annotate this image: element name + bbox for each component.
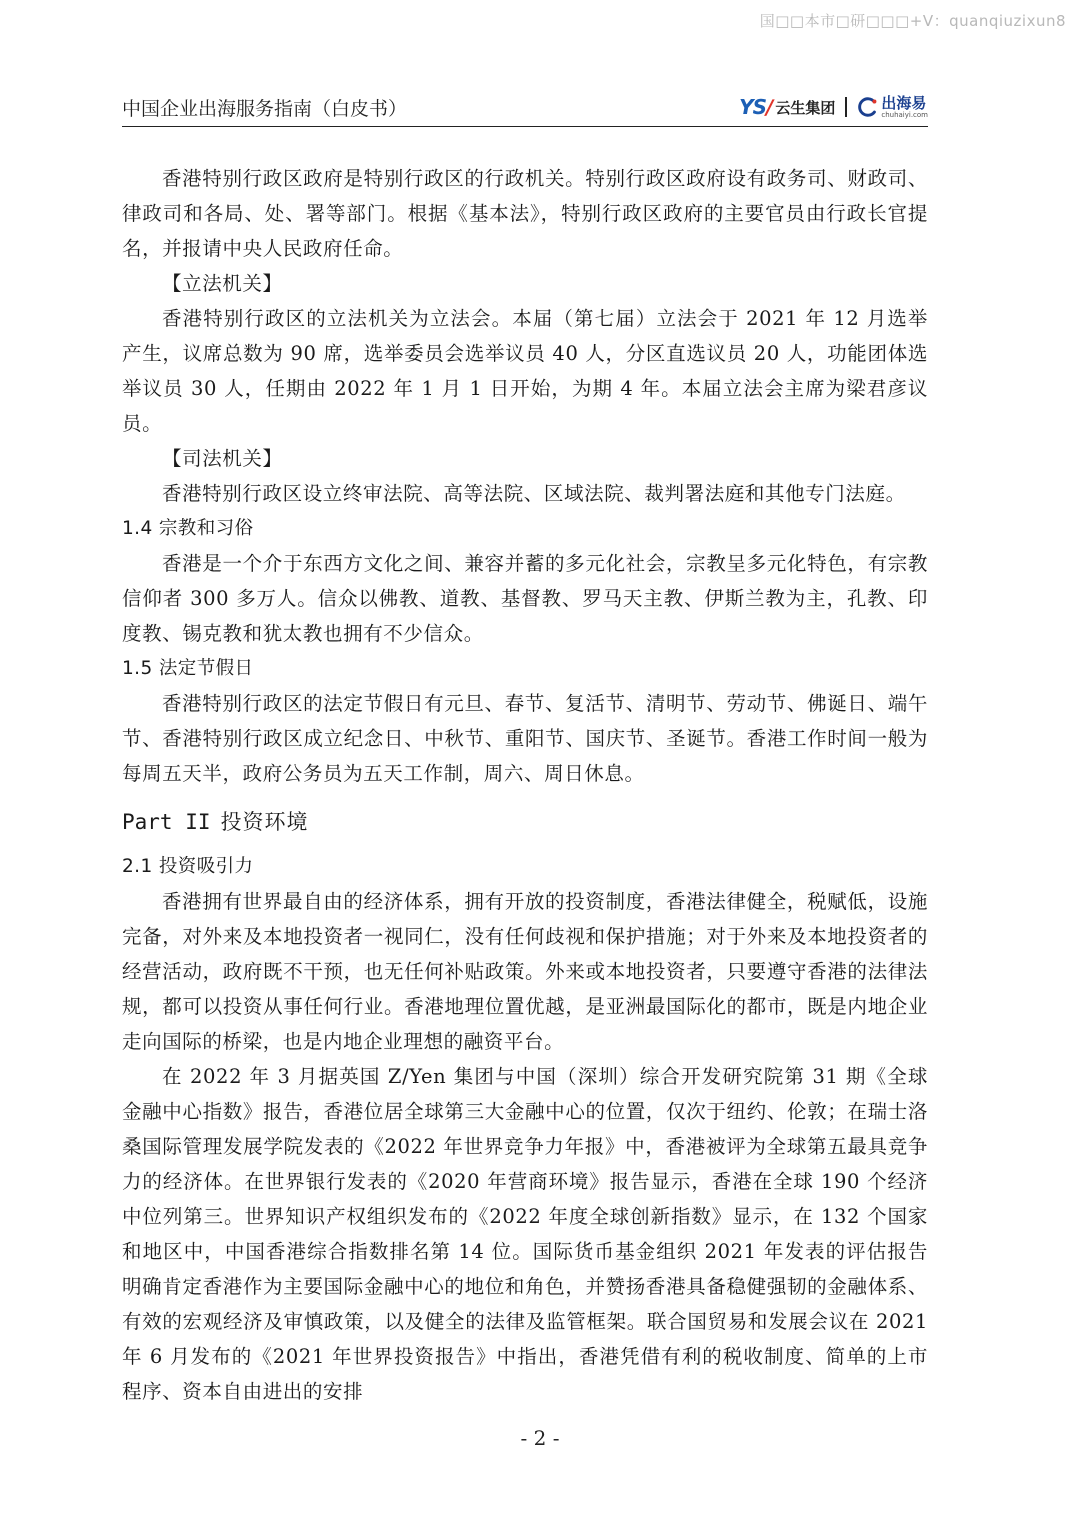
chuhaiyi-icon [857, 96, 879, 118]
part-label: Part II [122, 810, 211, 834]
paragraph-judicial: 香港特别行政区设立终审法院、高等法院、区域法院、裁判署法庭和其他专门法庭。 [162, 482, 906, 505]
paragraph-religion: 香港是一个介于东西方文化之间、兼容并蓄的多元化社会，宗教呈多元化特色，有宗教信仰者 300 多万人。信众以佛教、道教、基督教、罗马天主教、伊斯兰教为主，孔教、印度教、锡克教和犹太教也拥有不少信众。 [122, 552, 928, 645]
document-title: 中国企业出海服务指南（白皮书） [122, 98, 408, 120]
paragraph-legislative: 香港特别行政区的立法机关为立法会。本届（第七届）立法会于 2021 年 12 月选举产生，议席总数为 90 席，选举委员会选举议员 40 人，分区直选议员 20 人，功能团体选举议员 30 人，任期由 2022 年 1 月 1 日开始，为期 4 年。本届立法会主席为梁君彦议员。 [122, 307, 928, 435]
section-heading-1-5: 1.5 法定节假日 [122, 658, 254, 679]
page-header [122, 92, 928, 127]
chuhaiyi-domain: chuhaiyi.com [881, 110, 928, 119]
paragraph-executive: 香港特别行政区政府是特别行政区的行政机关。特别行政区政府设有政务司、财政司、律政司和各局、处、署等部门。根据《基本法》，特别行政区政府的主要官员由行政长官提名，并报请中央人民政府任命。 [122, 167, 928, 260]
logo-divider [845, 97, 847, 117]
brand-logos [739, 92, 928, 122]
part-title: 投资环境 [220, 810, 309, 834]
section-heading-1-4: 1.4 宗教和习俗 [122, 518, 254, 539]
chuhaiyi-name: 出海易 [881, 93, 927, 112]
part-heading [122, 805, 928, 840]
subheading-judicial: 【司法机关】 [162, 447, 283, 470]
page-number: - 2 - [520, 1426, 560, 1450]
watermark-text: 国□□本市□研□□□+V：quanqiuzixun8 [759, 12, 1066, 30]
yunsheng-logo [739, 95, 835, 119]
paragraph-attractiveness-2: 在 2022 年 3 月据英国 Z/Yen 集团与中国（深圳）综合开发研究院第 31 期《全球金融中心指数》报告，香港位居全球第三大金融中心的位置，仅次于纽约、伦敦；在瑞士洛桑国际管理发展学院发表的《2022 年世界竞争力年报》中，香港被评为全球第五最具竞争力的经济体。在世界银行发表的《2020 年营商环境》报告显示，香港在全球 190 个经济中位列第三。世界知识产权组织发布的《2022 年度全球创新指数》显示，在 132 个国家和地区中，中国香港综合指数排名第 14 位。国际货币基金组织 2021 年发表的评估报告明确肯定香港作为主要国际金融中心的地位和角色，并赞扬香港具备稳健强韧的金融体系、有效的宏观经济及审慎政策，以及健全的法律及监管框架。联合国贸易和发展会议在 2021 年 6 月发布的《2021 年世界投资报告》中指出，香港凭借有利的税收制度、简单的上市程序、资本自由进出的安排 [122, 1065, 928, 1403]
paragraph-attractiveness-1: 香港拥有世界最自由的经济体系，拥有开放的投资制度，香港法律健全，税赋低，设施完备，对外来及本地投资者一视同仁，没有任何歧视和保护措施；对于外来及本地投资者的经营活动，政府既不干预，也无任何补贴政策。外来或本地投资者，只要遵守香港的法律法规，都可以投资从事任何行业。香港地理位置优越，是亚洲最国际化的都市，既是内地企业走向国际的桥梁，也是内地企业理想的融资平台。 [122, 890, 928, 1053]
paragraph-holidays: 香港特别行政区的法定节假日有元旦、春节、复活节、清明节、劳动节、佛诞日、端午节、香港特别行政区成立纪念日、中秋节、重阳节、国庆节、圣诞节。香港工作时间一般为每周五天半，政府公务员为五天工作制，周六、周日休息。 [122, 692, 928, 785]
ys-logo-mark: YS∕ [739, 95, 773, 119]
chuhaiyi-logo [857, 93, 928, 119]
subheading-legislative: 【立法机关】 [162, 272, 283, 295]
page-content [122, 161, 928, 1409]
ys-logo-text: 云生集团 [775, 98, 836, 117]
section-heading-2-1: 2.1 投资吸引力 [122, 856, 254, 877]
